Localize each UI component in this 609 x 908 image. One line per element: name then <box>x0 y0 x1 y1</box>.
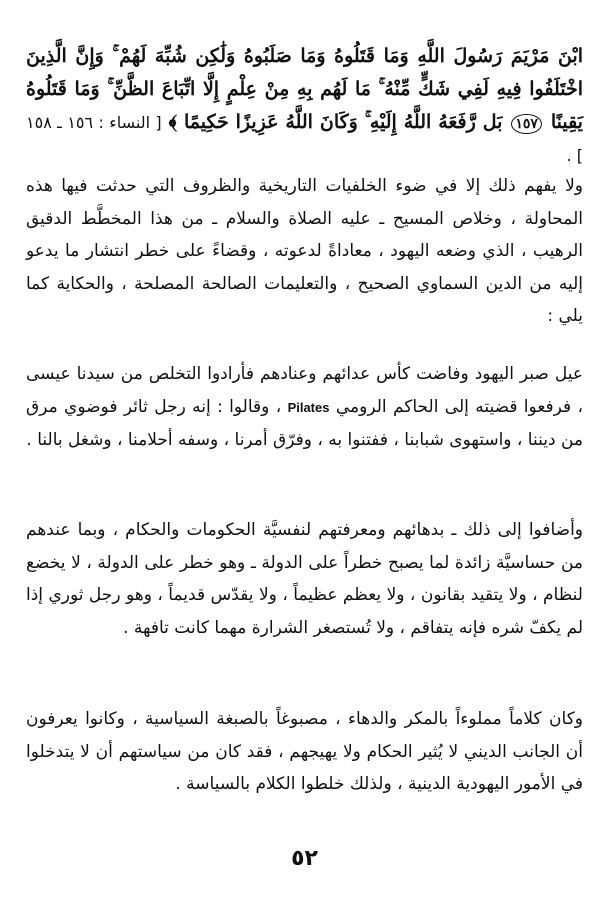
paragraph-2 <box>26 358 583 457</box>
quran-closing-bracket: ﴾ <box>168 111 178 133</box>
ayah-number-marker: ١٥٧ <box>511 114 542 134</box>
paragraph-2-text-before: عيل صبر اليهود وفاضت كأس عدائهم وعنادهم فأرادوا التخلص من سيدنا عيسى ، فرفعوا قضيته إلى الحاكم الرومي <box>26 364 583 417</box>
paragraph-4: وكان كلاماً مملوءاً بالمكر والدهاء ، مصبوغاً بالصبغة السياسية ، وكانوا يعرفون أن الجانب الديني لا يُثير الحكام ولا يهيجهم ، فقد كان من سياستهم أن لا يتدخلوا في الأمور اليهودية الدينية ، ولذلك خلطوا الكلام بالسياسة . <box>26 709 583 794</box>
quran-verse-block <box>26 40 583 172</box>
page-number: ٥٢ <box>291 846 318 871</box>
quran-verse-text-2: بَل رَّفَعَهُ اللَّهُ إِلَيْهِ ۚ وَكَانَ اللَّهُ عَزِيزًا حَكِيمًا <box>183 111 503 133</box>
paragraph-2-text-after: ، وقالوا : إنه رجل ثائر فوضوي مرق من ديننا ، واستهوى شبابنا ، ففتنوا به ، وفرّق أمرنا ، وسفه أحلامنا ، وشغل بالنا . <box>26 396 583 450</box>
paragraph-1: ولا يفهم ذلك إلا في ضوء الخلفيات التاريخية والظروف التي حدثت فيها هذه المحاولة ، وخلاص المسيح ـ عليه الصلاة والسلام ـ من هذا المخطَّط الدقيق الرهيب ، الذي وضعه اليهود ، معاداةً لدعوته ، وقضاءً على خطر انتشار ما يدعو إليه من الدين السماوي الصحيح ، والتعليمات الصالحة المصلحة ، والحكاية كما يلي : <box>26 176 583 326</box>
quran-citation: [ النساء : ١٥٦ ـ ١٥٨ ] . <box>26 113 583 165</box>
book-page <box>26 40 583 871</box>
paragraph-3: وأضافوا إلى ذلك ـ بدهائهم ومعرفتهم لنفسيَّة الحكومات والحكام ، وبما عندهم من حساسيَّة زائدة لما يصبح خطراً على الدولة ـ وهو خطر على الدولة ، لا يخضع لنظام ، ولا يتقيد بقانون ، ولا يعظم عظيماً ، ولا يقدّس قديماً ، وهو رجل ثوري إذا لم يكفّ شره فإنه يتفاقم ، ولا تُستصغر الشرارة مهما كانت تافهة . <box>26 520 583 638</box>
quran-verse-text: ابْنَ مَرْيَمَ رَسُولَ اللَّهِ وَمَا قَتَلُوهُ وَمَا صَلَبُوهُ وَلَٰكِن شُبِّهَ لَهُمْ ۚ وَإِنَّ الَّذِينَ اخْتَلَفُوا فِيهِ لَفِي شَكٍّ مِّنْهُ ۚ مَا لَهُم بِهِ مِنْ عِلْمٍ إِلَّا اتِّبَاعَ الظَّنِّ ۚ وَمَا قَتَلُوهُ يَقِينًا <box>26 45 583 133</box>
pilates-name: Pilates <box>287 399 330 415</box>
